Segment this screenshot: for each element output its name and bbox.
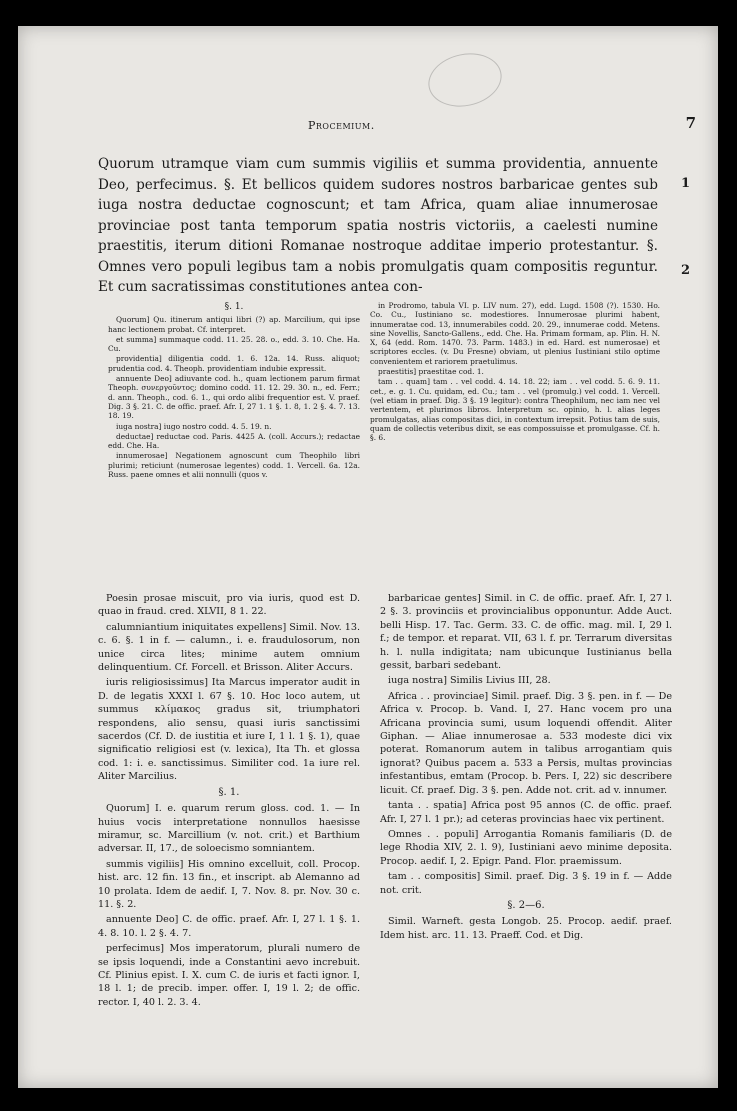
apparatus-note: et summa] summaque codd. 11. 25. 28. o., edd. 3. 10. Che. Ha. Cu. bbox=[108, 334, 360, 354]
commentary-note: calumniantium iniquitates expellens] Simil. Nov. 13. c. 6. §. 1 in f. — calumn., i. e. fraudulosorum, non unice circa lites; minime autem omnium delinquentium. Cf. Forcell. et Brisson. Aliter Accurs. bbox=[98, 621, 361, 674]
apparatus-right-column bbox=[370, 301, 660, 443]
commentary-note: barbaricae gentes] Simil. in C. de offic. praef. Afr. I, 27 l. 2 §. 3. provinciis et provincialibus opponuntur. Adde Auct. belli Hisp. 17. Tac. Germ. 33. C. de offic. mag. mil. I, 29 l. f.; de tempor. et reparat. VII, 63 l. f. pr. Terrarum diversitas h. l. nulla indigitata; nam ubicunque Iustinianus bella gessit, barbari sedebant. bbox=[380, 593, 672, 672]
main-text bbox=[98, 154, 658, 298]
apparatus-note: Quorum] Qu. itinerum antiqui libri (?) ap. Marcilium, qui ipse hanc lectionem probat. Cf. interpret. bbox=[108, 315, 360, 334]
apparatus-note: praestitis] praestitae cod. 1. bbox=[378, 367, 484, 377]
commentary-right-column bbox=[380, 592, 672, 944]
apparatus-note: in Prodromo, tabula VI. p. LIV num. 27), edd. Lugd. 1508 (?). 1530. Ho. Co. Cu., Iustiniano sc. modestiores. Innumerosae plurimi habent, innumeratae cod. 13, innumerabiles codd. 20. 29., innumerae codd. Metens. sine Novellis, Sancto-Gallens., edd. Che. Ha. Primam formam, ap. Plin. H. N. X, 64 (edd. Rom. 1470. 73. Parm. 1483.) in ed. Hard. est numerosae) et scriptores eccles. (v. Du Fresne) obviam, ut plenius Iustiniani stilo optime convenientem et rariorem praetulimus. bbox=[370, 301, 660, 366]
commentary-note: Quorum] I. e. quarum rerum gloss. cod. 1. — In huius vocis interpretatione nonnullos haesisse miramur, sc. Marcillium (v. not. crit.) et Barthium adversar. II, 17., de soloecismo somniantem. bbox=[98, 803, 360, 855]
section-heading: §. 1. bbox=[218, 786, 240, 798]
section-heading: §. 1. bbox=[224, 302, 244, 312]
commentary-left-column bbox=[98, 592, 360, 1011]
commentary-note: summis vigiliis] His omnino excelluit, coll. Procop. hist. arc. 12 fin. 13 fin., et inscript. ab Alemanno ad 10 prolata. Idem de aedif. I, 7. Nov. 8. pr. Nov. 30 c. 11. §. 2. bbox=[98, 858, 360, 910]
book-page bbox=[18, 26, 718, 1088]
commentary-note: Simil. Warneft. gesta Longob. 25. Procop. aedif. praef. Idem hist. arc. 11. 13. Praeff. Cod. et Dig. bbox=[380, 916, 672, 941]
running-title: Procemium. bbox=[308, 119, 375, 132]
apparatus-note: tam . . quam] tam . . vel codd. 4. 14. 18. 22; iam . . vel codd. 5. 6. 9. 11. cet., e. g. 1. Cu. quidam, ed. Cu.; tam . . vel (promulg.) vel codd. 1. Vercell. (vel etiam in praef. Dig. 3 §. 19 legitur): contra Theophilum, nec iam nec vel vertentem, et plurimos libros. Interpretum sc. opinio, h. l. alias leges promulgatas, alias compositas dici, in contextum irrepsit. Potius tam de suis, quam de collectis veteribus dixit, se eas compossuisse et promulgasse. Cf. h. §. 6. bbox=[370, 377, 660, 443]
apparatus-note: innumerosae] Negationem agnoscunt cum Theophilo libri plurimi; reticiunt (numerosae legentes) codd. 1. Vercell. 6a. 12a. Russ. paene omnes et alii nonnulli (quos v. bbox=[108, 451, 360, 480]
apparatus-left-column bbox=[108, 301, 360, 480]
apparatus-note: iuga nostra] iugo nostro codd. 4. 5. 19. n. bbox=[116, 421, 272, 431]
apparatus-note: deductae] reductae cod. Paris. 4425 A. (coll. Accurs.); redactae edd. Che. Ha. bbox=[108, 431, 360, 451]
commentary-note: tam . . compositis] Simil. praef. Dig. 3 §. 19 in f. — Adde not. crit. bbox=[380, 871, 672, 896]
page-number: 7 bbox=[685, 114, 696, 132]
apparatus-note: annuente Deo] adiuvante cod. h., quam lectionem parum firmat Theoph. συνεργοῦντος; domino codd. 11. 12. 29. 30. n., ed. Ferr.; d. ann. Theoph., cod. 6. 1., qui ordo alibi frequentior est. V. praef. Dig. 3 §. 21. C. de offic. praef. Afr. I, 27 1. 1 §. 1. 8, 1. 2 §. 4. 7. 13. 18. 19. bbox=[108, 374, 360, 421]
margin-number-1: 1 bbox=[680, 176, 690, 191]
commentary-note: Poesin prosae miscuit, pro via iuris, quod est D. quao in fraud. cred. XLVII, 8 1. 22. bbox=[98, 593, 360, 618]
commentary-note: iuga nostra] Similis Livius III, 28. bbox=[388, 675, 551, 687]
main-paragraph: Quorum utramque viam cum summis vigiliis et summa providentia, annuente Deo, perfecimus. §. Et bellicos quidem sudores nostros barbaricae gentes sub iuga nostra deductae cognoscunt; et tam Africa, quam aliae innumerosae provinciae post tanta temporum spatia nostris victoriis, a caelesti numine praestitis, iterum ditioni Romanae nostroque additae imperio protestantur. §. Omnes vero populi legibus tam a nobis promulgatis quam compositis reguntur. Et cum sacratissimas constitutiones antea con- bbox=[98, 156, 658, 295]
section-heading: §. 2—6. bbox=[507, 899, 545, 911]
commentary-note: iuris religiosissimus] Ita Marcus imperator audit in D. de legatis XXXI l. 67 §. 10. Hoc loco autem, ut summus κλίμακος gradus sit, triumphatori respondens, alio sensu, quasi iuris sanctissimi sacerdos (Cf. D. de iustitia et iure I, 1 l. 1 §. 1), quae significatio religiosi est (v. lexica), Ita Th. et glossa cod. 1: i. e. sanctissimus. Similiter cod. 1a iure rel. Aliter Marcilius. bbox=[98, 677, 360, 783]
apparatus-note: providentia] diligentia codd. 1. 6. 12a. 14. Russ. aliquot; prudentia cod. 4. Theoph. providentiam indubie expressit. bbox=[108, 354, 360, 373]
commentary-note: Africa . . provinciae] Simil. praef. Dig. 3 §. pen. in f. — De Africa v. Procop. b. Vand. I, 27. Hanc vocem pro una Africana provincia sumi, usum loquendi offendit. Aliter Giphan. — Aliae innumerosae a. 533 modeste dici vix poterat. Romanorum autem in talibus arrogantiam quis ignorat? Quibus pacem a. 533 a Persis, multas provincias infestantibus, emtam (Procop. b. Pers. I, 22) sic describere licuit. Cf. praef. Dig. 3 §. pen. Adde not. crit. ad v. innumer. bbox=[380, 690, 672, 796]
commentary-note: perfecimus] Mos imperatorum, plurali numero de se ipsis loquendi, inde a Constantini aevo increbuit. Cf. Plinius epist. I. X. cum C. de iuris et facti ignor. I, 18 l. 1; de precib. imper. offer. I, 19 l. 2; de offic. rector. I, 40 l. 2. 3. 4. bbox=[98, 943, 360, 1008]
margin-number-2: 2 bbox=[680, 263, 690, 278]
commentary-note: tanta . . spatia] Africa post 95 annos (C. de offic. praef. Afr. I, 27 l. 1 pr.); ad ceteras provincias haec vix pertinent. bbox=[380, 800, 672, 825]
commentary-note: Omnes . . populi] Arrogantia Romanis familiaris (D. de lege Rhodia XIV, 2. l. 9), Iustiniani aevo minime deposita. Procop. aedif. I, 2. Epigr. Pand. Flor. praemissum. bbox=[380, 828, 672, 867]
library-stamp bbox=[423, 47, 506, 113]
commentary-note: annuente Deo] C. de offic. praef. Afr. I, 27 l. 1 §. 1. 4. 8. 10. l. 2 §. 4. 7. bbox=[98, 914, 360, 939]
